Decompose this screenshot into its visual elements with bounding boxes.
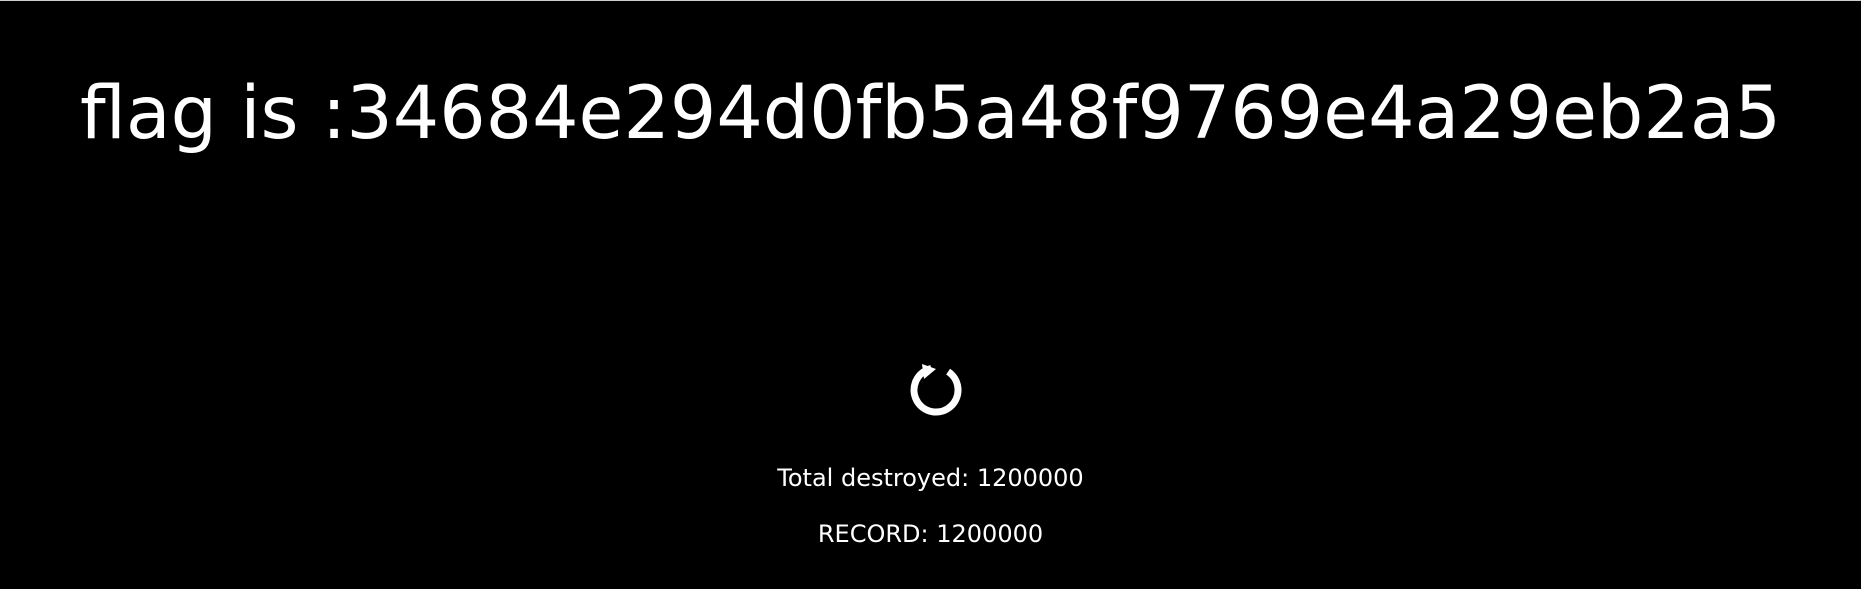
total-destroyed-stat: Total destroyed: 1200000	[777, 464, 1084, 492]
record-stat: RECORD: 1200000	[817, 520, 1044, 548]
restart-icon	[904, 358, 968, 422]
top-border	[0, 0, 1861, 1]
flag-message: flag is :34684e294d0fb5a48f9769e4a29eb2a5	[79, 71, 1782, 156]
restart-button[interactable]	[904, 358, 968, 422]
